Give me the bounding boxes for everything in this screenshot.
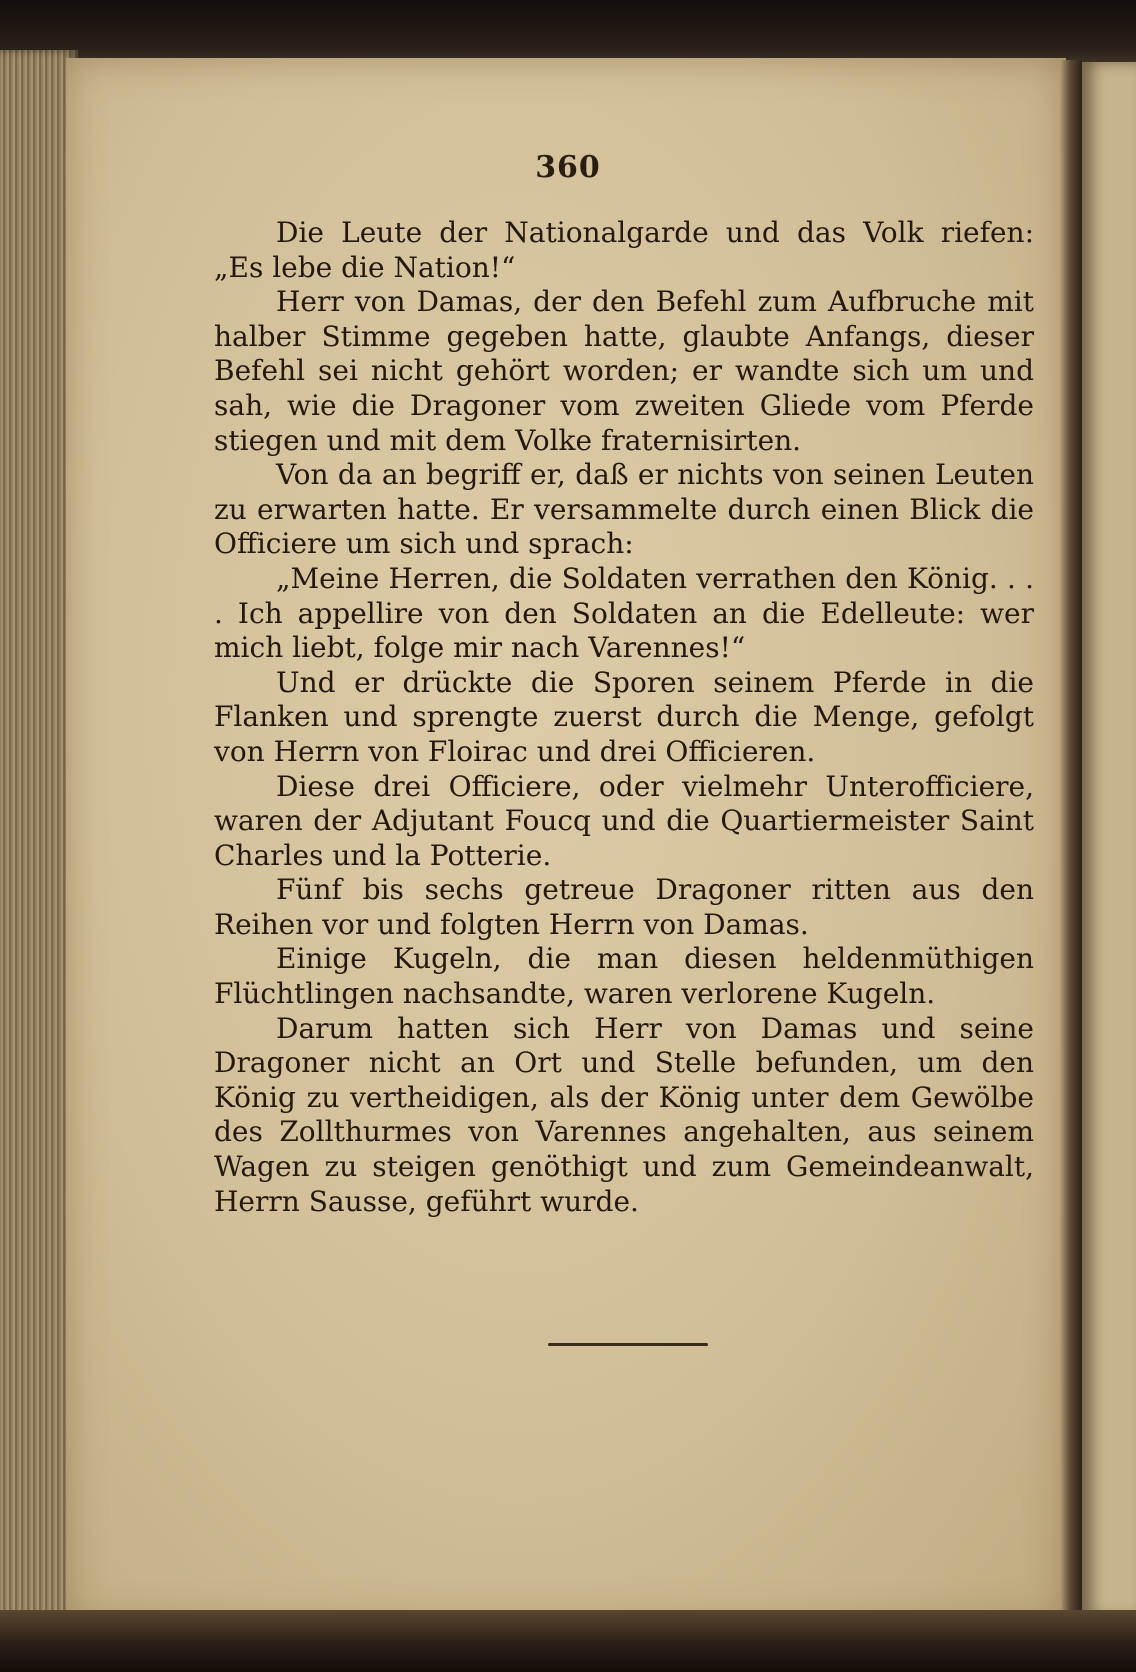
page-number: 360: [535, 150, 601, 185]
paragraph: Und er drückte die Sporen seinem Pferde in die Flanken und sprengte zuerst durch die Menge, gefolgt von Herrn von Floirac und drei Officieren.: [214, 665, 1034, 768]
paragraph: Herr von Damas, der den Befehl zum Aufbruche mit halber Stimme gegeben hatte, glaubte Anfangs, dieser Befehl sei nicht gehört worden; er wandte sich um und sah, wie die Dragoner vom zweiten Gliede vom Pferde stiegen und mit dem Volke fraternisirten.: [214, 285, 1034, 457]
paragraph: Von da an begriff er, daß er nichts von seinen Leuten zu erwarten hatte. Er versammelte durch einen Blick die Officiere um sich und sprach:: [214, 458, 1034, 561]
paragraph: Diese drei Officiere, oder vielmehr Unterofficiere, waren der Adjutant Foucq und die Quartiermeister Saint Charles und la Potterie.: [214, 769, 1034, 872]
paragraph: Darum hatten sich Herr von Damas und seine Dragoner nicht an Ort und Stelle befunden, um den König zu vertheidigen, als der König unter dem Gewölbe des Zollthurmes von Varennes angehalten, aus seinem Wagen zu steigen genöthigt und zum Gemeindeanwalt, Herrn Sausse, geführt wurde.: [214, 1011, 1034, 1218]
paragraph: Fünf bis sechs getreue Dragoner ritten aus den Reihen vor und folgten Herrn von Damas.: [214, 873, 1034, 941]
body-text: [214, 216, 1034, 1219]
paragraph: Einige Kugeln, die man diesen heldenmüthigen Flüchtlingen nachsandte, waren verlorene Kugeln.: [214, 942, 1034, 1011]
book-cover-bottom: [0, 1610, 1136, 1672]
facing-page-edge: [1082, 62, 1136, 1617]
book-gutter: [1060, 60, 1082, 1620]
paragraph: „Meine Herren, die Soldaten verrathen den König. . . . Ich appellire von den Soldaten an die Edelleute: wer mich liebt, folge mir nach Varennes!“: [214, 561, 1034, 665]
paragraph: Die Leute der Nationalgarde und das Volk riefen: „Es lebe die Nation!“: [214, 216, 1034, 284]
section-divider: [548, 1343, 708, 1346]
